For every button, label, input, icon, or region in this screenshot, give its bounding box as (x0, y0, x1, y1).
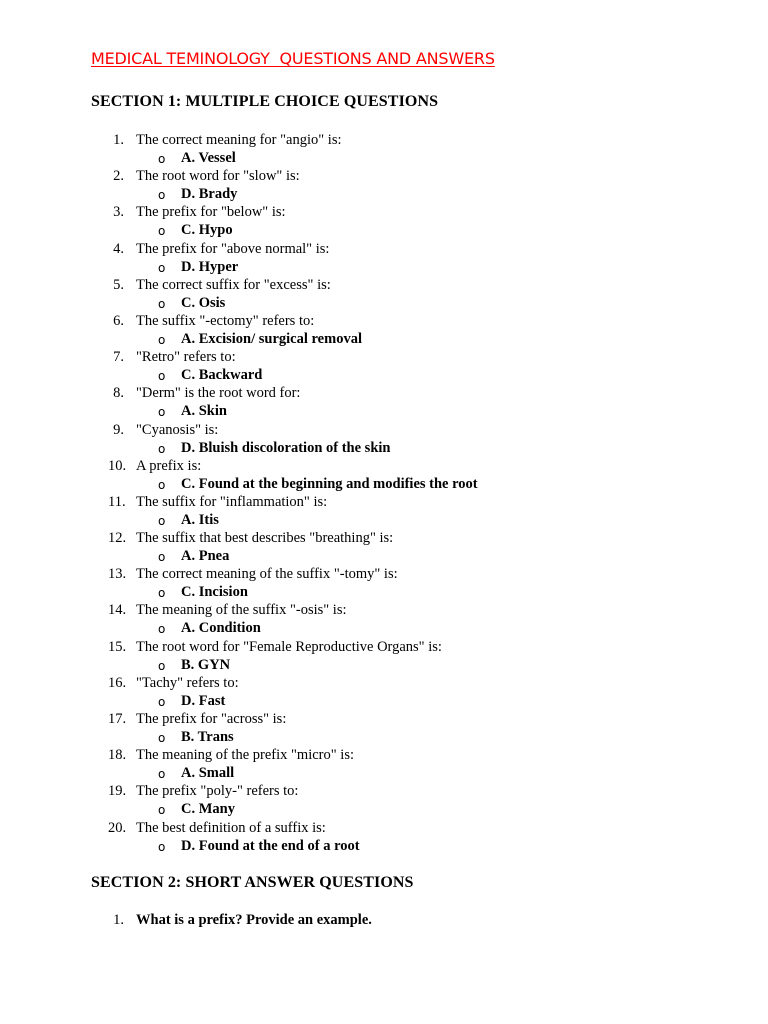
question-text: The suffix "-ectomy" refers to: (136, 312, 315, 329)
question-text: The correct meaning for "angio" is: (136, 132, 342, 148)
question-number: 14. (108, 602, 127, 619)
bullet-icon: o (158, 550, 166, 565)
answer-text: D. Hyper (181, 258, 239, 275)
question-text: The prefix "poly-" refers to: (136, 783, 299, 800)
bullet-icon: o (158, 224, 166, 239)
question-number: 1. (113, 132, 124, 148)
answer-text: C. Hypo (181, 222, 233, 239)
question-number: 18. (108, 747, 127, 764)
question-text: The root word for "slow" is: (136, 168, 300, 185)
bullet-icon: o (158, 188, 166, 203)
question-number: 4. (113, 240, 124, 257)
question-text: The meaning of the suffix "-osis" is: (136, 602, 347, 619)
question-number: 10. (108, 457, 127, 474)
bullet-icon: o (158, 694, 166, 709)
bullet-icon: o (158, 767, 166, 782)
section-1-heading: SECTION 1: MULTIPLE CHOICE QUESTIONS (91, 93, 439, 110)
bullet-icon: o (158, 260, 166, 275)
answer-text: A. Vessel (181, 150, 236, 166)
bullet-icon: o (158, 731, 166, 745)
answer-text: D. Found at the end of a root (181, 837, 360, 854)
answer-text: C. Found at the beginning and modifies the root (181, 475, 478, 492)
answer-text: A. Skin (181, 403, 227, 420)
question-text: The prefix for "across" is: (136, 711, 287, 727)
bullet-icon: o (158, 622, 166, 637)
bullet-icon: o (158, 586, 166, 601)
question-number: 13. (108, 566, 127, 583)
question-text: The prefix for "below" is: (136, 204, 286, 221)
question-text: A prefix is: (136, 457, 202, 474)
question-text: The correct meaning of the suffix "-tomy" is: (136, 566, 398, 583)
question-text: The meaning of the prefix "micro" is: (136, 747, 354, 764)
question-number: 19. (108, 783, 127, 800)
question-number: 15. (108, 638, 127, 655)
answer-text: C. Osis (181, 294, 226, 311)
question-text: The best definition of a suffix is: (136, 819, 326, 836)
bullet-icon: o (158, 658, 166, 673)
question-number: 1. (113, 912, 124, 928)
question-number: 20. (108, 819, 127, 836)
question-number: 17. (108, 711, 127, 727)
bullet-icon: o (158, 332, 166, 347)
question-number: 6. (113, 312, 124, 329)
question-text: The suffix for "inflammation" is: (136, 493, 328, 510)
question-number: 7. (113, 349, 124, 366)
question-text: "Cyanosis" is: (136, 421, 219, 438)
answer-text: D. Bluish discoloration of the skin (181, 439, 391, 456)
bullet-icon: o (158, 369, 166, 384)
question-text: The prefix for "above normal" is: (136, 240, 330, 257)
question-text: What is a prefix? Provide an example. (136, 912, 372, 928)
bullet-icon: o (158, 839, 166, 854)
question-number: 9. (113, 421, 124, 438)
document-title: MEDICAL TEMINOLOGY QUESTIONS AND ANSWERS (91, 49, 495, 68)
question-text: "Derm" is the root word for: (136, 385, 301, 402)
answer-text: A. Itis (181, 511, 219, 528)
answer-text: B. Trans (181, 729, 234, 745)
answer-text: D. Fast (181, 692, 226, 709)
answer-text: D. Brady (181, 186, 238, 203)
question-number: 8. (113, 385, 124, 402)
answer-text: A. Small (181, 765, 235, 782)
answer-text: B. GYN (181, 656, 231, 673)
question-text: "Tachy" refers to: (136, 674, 239, 691)
bullet-icon: o (158, 477, 166, 492)
question-number: 12. (108, 530, 127, 547)
answer-text: C. Incision (181, 584, 248, 601)
question-text: The suffix that best describes "breathing" is: (136, 530, 394, 547)
question-number: 16. (108, 674, 127, 691)
question-number: 3. (113, 204, 124, 221)
bullet-icon: o (158, 441, 166, 456)
section-2-heading: SECTION 2: SHORT ANSWER QUESTIONS (91, 874, 414, 891)
question-text: The root word for "Female Reproductive Organs" is: (136, 638, 442, 655)
answer-text: A. Excision/ surgical removal (181, 330, 362, 347)
answer-text: C. Many (181, 801, 235, 818)
question-text: "Retro" refers to: (136, 349, 236, 366)
question-text: The correct suffix for "excess" is: (136, 276, 331, 293)
bullet-icon: o (158, 296, 166, 311)
question-number: 5. (113, 276, 124, 293)
question-number: 2. (113, 168, 124, 185)
answer-text: C. Backward (181, 367, 263, 384)
bullet-icon: o (158, 513, 166, 528)
bullet-icon: o (158, 405, 166, 420)
question-number: 11. (108, 493, 126, 510)
answer-text: A. Condition (181, 620, 261, 637)
bullet-icon: o (158, 152, 166, 166)
answer-text: A. Pnea (181, 548, 230, 565)
bullet-icon: o (158, 803, 166, 818)
